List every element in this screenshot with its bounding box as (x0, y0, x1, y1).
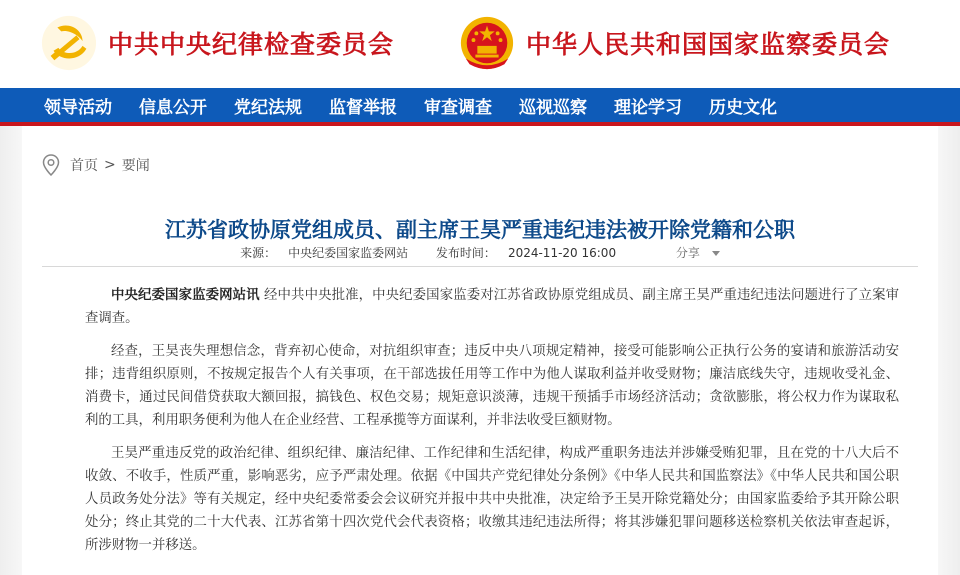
caret-down-icon (712, 251, 720, 256)
nav-item-regulations[interactable]: 党纪法规 (234, 97, 302, 118)
ccdi-title: 中共中央纪律检查委员会 (108, 30, 395, 59)
nav-item-inspection[interactable]: 巡视巡察 (519, 97, 587, 118)
paragraph-2: 经查，王昊丧失理想信念，背弃初心使命，对抗组织审查；违反中央八项规定精神，接受可能影响公正执行公务的宴请和旅游活动安排；违背组织原则，不按规定报告个人有关事项，在干部选拔任用等工作中为他人谋取利益并收受财物；廉洁底线失守，违规收受礼金、消费卡，通过民间借贷获取大额回报，搞钱色、权色交易；规矩意识淡薄，违规干预插手市场经济活动；贪欲膨胀，将公权力作为谋取私利的工具，利用职务便利为他人在企业经营、工程承揽等方面谋利，并非法收受巨额财物。 (85, 344, 899, 428)
title-divider (42, 266, 918, 267)
time-value: 2024-11-20 16:00 (507, 246, 617, 260)
article-title: 江苏省政协原党组成员、副主席王昊严重违纪违法被开除党籍和公职 (165, 218, 795, 243)
breadcrumb-current[interactable]: 要闻 (121, 158, 150, 174)
breadcrumb (42, 154, 150, 176)
paragraph-1 (85, 284, 899, 330)
nav-item-leadership[interactable]: 领导活动 (44, 97, 112, 118)
page-gutter-right (938, 126, 960, 575)
source-group (234, 246, 414, 260)
nav-item-theory[interactable]: 理论学习 (614, 97, 682, 118)
source-label: 来源： (240, 246, 277, 260)
location-pin-icon (42, 154, 60, 176)
breadcrumb-home[interactable]: 首页 (70, 158, 98, 174)
page-gutter-left (0, 126, 22, 575)
main-navigation (0, 88, 960, 126)
article-container (22, 126, 938, 575)
nav-item-investigation[interactable]: 审查调查 (424, 97, 492, 118)
paragraph-3: 王昊严重违反党的政治纪律、组织纪律、廉洁纪律、工作纪律和生活纪律，构成严重职务违法并涉嫌受贿犯罪，且在党的十八大后不收敛、不收手，性质严重，影响恶劣，应予严肃处理。依据《中国共产党纪律处分条例》《中华人民共和国监察法》《中华人民共和国公职人员政务处分法》等有关规定，经中央纪委常委会会议研究并报中共中央批准，决定给予王昊开除党籍处分；由国家监委给予其开除公职处分；终止其党的二十大代表、江苏省第十四次党代会代表资格；收缴其违纪违法所得；将其涉嫌犯罪问题移送检察机关依法审查起诉，所涉财物一并移送。 (85, 446, 899, 553)
site-header (0, 0, 960, 88)
nsc-title: 中华人民共和国国家监察委员会 (526, 30, 891, 59)
dateline: 中央纪委国家监委网站讯 (111, 288, 260, 303)
breadcrumb-separator: > (104, 157, 116, 173)
article-body (85, 284, 899, 567)
source-value: 中央纪委国家监委网站 (288, 246, 409, 260)
nav-item-history[interactable]: 历史文化 (709, 97, 777, 118)
national-emblem-icon (458, 14, 516, 72)
paragraph-1-text: 经中共中央批准，中央纪委国家监委对江苏省政协原党组成员、副主席王昊严重违纪违法问题进行了立案审查调查。 (85, 288, 900, 326)
ccdi-brand[interactable] (40, 10, 394, 76)
share-label: 分享 (675, 246, 700, 260)
nsc-brand[interactable] (458, 10, 890, 76)
nav-list (0, 88, 960, 122)
time-group (430, 246, 622, 260)
article-meta (22, 244, 938, 261)
nav-item-reporting[interactable]: 监督举报 (329, 97, 397, 118)
nav-item-disclosure[interactable]: 信息公开 (139, 97, 207, 118)
time-label: 发布时间： (435, 246, 496, 260)
party-emblem-icon (40, 14, 98, 72)
share-button[interactable] (670, 246, 726, 260)
